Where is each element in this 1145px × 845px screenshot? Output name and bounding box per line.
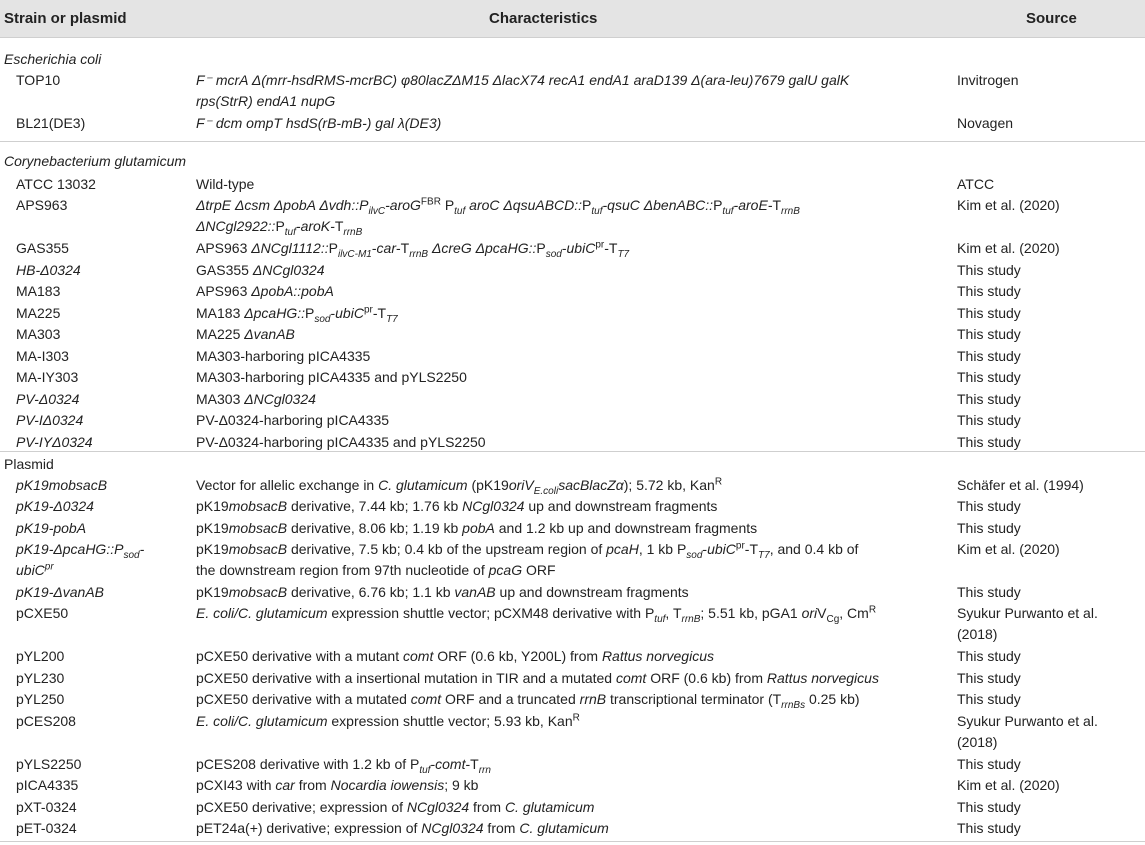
row-name: pET-0324	[16, 820, 77, 836]
row-source: This study	[957, 584, 1021, 600]
row-source: This study	[957, 434, 1021, 450]
row-source: This study	[957, 691, 1021, 707]
header-characteristics: Characteristics	[489, 10, 598, 27]
row-characteristics: PV-Δ0324-harboring pICA4335 and pYLS2250	[196, 434, 486, 450]
characteristics-genotype: ΔvanAB	[244, 326, 295, 342]
row-characteristics	[196, 325, 295, 343]
characteristics-genotype: ΔNCgl0324	[244, 391, 316, 407]
row-characteristics: Vector for allelic exchange in C. glutamicum (pK19oriV$_{E.coli}$sacBlacZα); 5.72 kb, Kan$^R$	[196, 476, 723, 497]
row-source: This study	[957, 326, 1021, 342]
row-characteristics: E. coli/C. glutamicum expression shuttle vector; pCXM48 derivative with $P_{tuf}$, $T_{rrnB}$; 5.51 kb, pGA1 oriV$_{Cg}$, $Cm^R$	[196, 604, 877, 625]
characteristics-parent: MA183	[196, 305, 245, 321]
row-name: GAS355	[16, 240, 69, 256]
row-name: HB-Δ0324	[16, 262, 81, 278]
row-name: pYL250	[16, 691, 65, 707]
row-characteristics: pK19mobsacB derivative, 6.76 kb; 1.1 kb vanAB up and downstream fragments	[196, 584, 689, 600]
row-characteristics: MA303-harboring pICA4335 and pYLS2250	[196, 369, 467, 385]
row-source: Syukur Purwanto et al.	[957, 713, 1098, 729]
row-source: ATCC	[957, 176, 995, 192]
row-source-cont: (2018)	[957, 734, 998, 750]
row-name: pK19-ΔvanAB	[16, 584, 104, 600]
characteristics-parent: GAS355	[196, 262, 253, 278]
row-source: This study	[957, 369, 1021, 385]
row-source: This study	[957, 520, 1021, 536]
characteristics-parent: MA303	[196, 391, 245, 407]
row-name: pCXE50	[16, 605, 69, 621]
row-name: APS963	[16, 197, 68, 213]
row-source: Invitrogen	[957, 72, 1019, 88]
characteristics-parent: MA225	[196, 326, 245, 342]
row-name: pK19-pobA	[16, 520, 87, 536]
characteristics-genotype: ΔpobA::pobA	[251, 283, 334, 299]
row-source: Syukur Purwanto et al.	[957, 605, 1098, 621]
row-source: This study	[957, 305, 1021, 321]
row-characteristics-cont: the downstream region from 97th nucleotide of pcaG ORF	[196, 562, 556, 578]
row-name: MA303	[16, 326, 61, 342]
row-name: TOP10	[16, 72, 61, 88]
row-characteristics: ΔtrpE Δcsm ΔpobA $\Delta vdh::P_{ilvC}-aroG^{FBR}$ $P_{tuf}$ aroC $\Delta qsuABCD::P_{tuf}$-qsuC $\Delta benABC::P_{tuf}-aroE-T_{rrnB}$	[196, 196, 800, 217]
row-source: This study	[957, 820, 1021, 836]
header-source: Source	[1026, 10, 1077, 27]
characteristics-parent: APS963	[196, 283, 252, 299]
section-cglut: Corynebacterium glutamicum	[4, 153, 187, 169]
row-characteristics: pCXE50 derivative with a mutant comt ORF (0.6 kb, Y200L) from Rattus norvegicus	[196, 648, 714, 664]
row-name: pK19mobsacB	[16, 477, 108, 493]
row-name: pYL200	[16, 648, 65, 664]
row-characteristics: APS963 $\Delta NCgl1112::P_{ilvC-M1}-car-T_{rrnB}$ ΔcreG $\Delta pcaHG::P_{sod}-ubiC^{pr}-T_{T7}$	[196, 239, 630, 260]
row-name: pYL230	[16, 670, 65, 686]
row-source: This study	[957, 799, 1021, 815]
row-characteristics: pCXE50 derivative with a mutated comt ORF and a truncated rrnB transcriptional terminator ($T_{rrnBs}$ 0.25 kb)	[196, 691, 860, 711]
row-characteristics: Wild-type	[196, 176, 255, 192]
section-ecoli: Escherichia coli	[4, 51, 102, 67]
row-characteristics-cont: $\Delta NCgl2922::P_{tuf}-aroK-T_{rrnB}$	[196, 218, 363, 238]
row-source: Kim et al. (2020)	[957, 777, 1060, 793]
row-source: This study	[957, 756, 1021, 772]
characteristics-genotype: ΔNCgl0324	[252, 262, 325, 278]
row-source: This study	[957, 283, 1021, 299]
row-source: This study	[957, 670, 1021, 686]
row-name: pICA4335	[16, 777, 79, 793]
row-characteristics: pK19mobsacB derivative, 8.06 kb; 1.19 kb pobA and 1.2 kb up and downstream fragments	[196, 520, 758, 536]
row-source: This study	[957, 262, 1021, 278]
row-characteristics: E. coli/C. glutamicum expression shuttle vector; 5.93 kb, Kan$^R$	[196, 712, 580, 729]
header-strain: Strain or plasmid	[4, 10, 127, 27]
row-characteristics-cont: rps(StrR) endA1 nupG	[196, 93, 336, 109]
row-name: $pK19-\Delta pcaHG::P_{sod}-$	[16, 541, 145, 561]
row-name: pCES208	[16, 713, 76, 729]
section-divider	[0, 451, 1145, 452]
row-name: ATCC 13032	[16, 176, 96, 192]
row-characteristics: pCXE50 derivative with a insertional mutation in TIR and a mutated comt ORF (0.6 kb) from Rattus norvegicus	[196, 670, 879, 686]
row-source: Kim et al. (2020)	[957, 197, 1060, 213]
row-characteristics: pK19mobsacB derivative, 7.44 kb; 1.76 kb NCgl0324 up and downstream fragments	[196, 498, 718, 514]
row-source: This study	[957, 391, 1021, 407]
row-characteristics	[196, 390, 316, 408]
row-characteristics	[196, 261, 324, 279]
row-name: PV-IYΔ0324	[16, 434, 93, 450]
row-characteristics: pCXI43 with car from Nocardia iowensis; 9 kb	[196, 777, 479, 793]
row-name: MA-I303	[16, 348, 69, 364]
row-characteristics: pCES208 derivative with 1.2 kb of $P_{tuf}-comt-T_{rrn}$	[196, 756, 491, 776]
row-source: This study	[957, 348, 1021, 364]
row-name: BL21(DE3)	[16, 115, 86, 131]
row-characteristics: PV-Δ0324-harboring pICA4335	[196, 412, 390, 428]
row-name-part: pK19-ΔpcaHG::P	[16, 541, 124, 557]
row-name: pK19-Δ0324	[16, 498, 94, 514]
row-characteristics: F⁻ mcrA Δ(mrr-hsdRMS-mcrBC) φ80lacZΔM15 ΔlacX74 recA1 endA1 araD139 Δ(ara-leu)7679 galU galK	[196, 72, 850, 88]
row-characteristics: pET24a(+) derivative; expression of NCgl0324 from C. glutamicum	[196, 820, 609, 836]
row-characteristics: MA183 $\Delta pcaHG::P_{sod}-ubiC^{pr}-T_{T7}$	[196, 304, 398, 325]
header-divider	[0, 37, 1145, 38]
row-name: pXT-0324	[16, 799, 77, 815]
row-source: Kim et al. (2020)	[957, 240, 1060, 256]
row-name: MA225	[16, 305, 61, 321]
row-source: Schäfer et al. (1994)	[957, 477, 1084, 493]
row-name: MA-IY303	[16, 369, 79, 385]
row-name: pYLS2250	[16, 756, 82, 772]
section-plasmid: Plasmid	[4, 456, 54, 472]
section-divider	[0, 141, 1145, 142]
row-name: PV-Δ0324	[16, 391, 80, 407]
row-name: PV-IΔ0324	[16, 412, 84, 428]
row-source: This study	[957, 412, 1021, 428]
row-source: Kim et al. (2020)	[957, 541, 1060, 557]
row-characteristics: MA303-harboring pICA4335	[196, 348, 371, 364]
row-characteristics	[196, 282, 334, 300]
row-name-cont: ubiC$^{pr}$	[16, 561, 54, 578]
row-source-cont: (2018)	[957, 626, 998, 642]
table-bottom-rule	[0, 841, 1145, 842]
characteristics-genotype: ΔpcaHG::	[244, 305, 305, 321]
row-source: This study	[957, 648, 1021, 664]
row-characteristics: pK19mobsacB derivative, 7.5 kb; 0.4 kb of the upstream region of pcaH, 1 kb $P_{sod}-ubiC^{pr}-T_{T7}$, and 0.4 kb of	[196, 540, 859, 561]
row-name-part: ubiC	[16, 562, 45, 578]
row-characteristics: F⁻ dcm ompT hsdS(rB-mB-) gal λ(DE3)	[196, 115, 442, 131]
row-characteristics: pCXE50 derivative; expression of NCgl0324 from C. glutamicum	[196, 799, 595, 815]
row-source: This study	[957, 498, 1021, 514]
row-source: Novagen	[957, 115, 1014, 131]
row-name: MA183	[16, 283, 61, 299]
